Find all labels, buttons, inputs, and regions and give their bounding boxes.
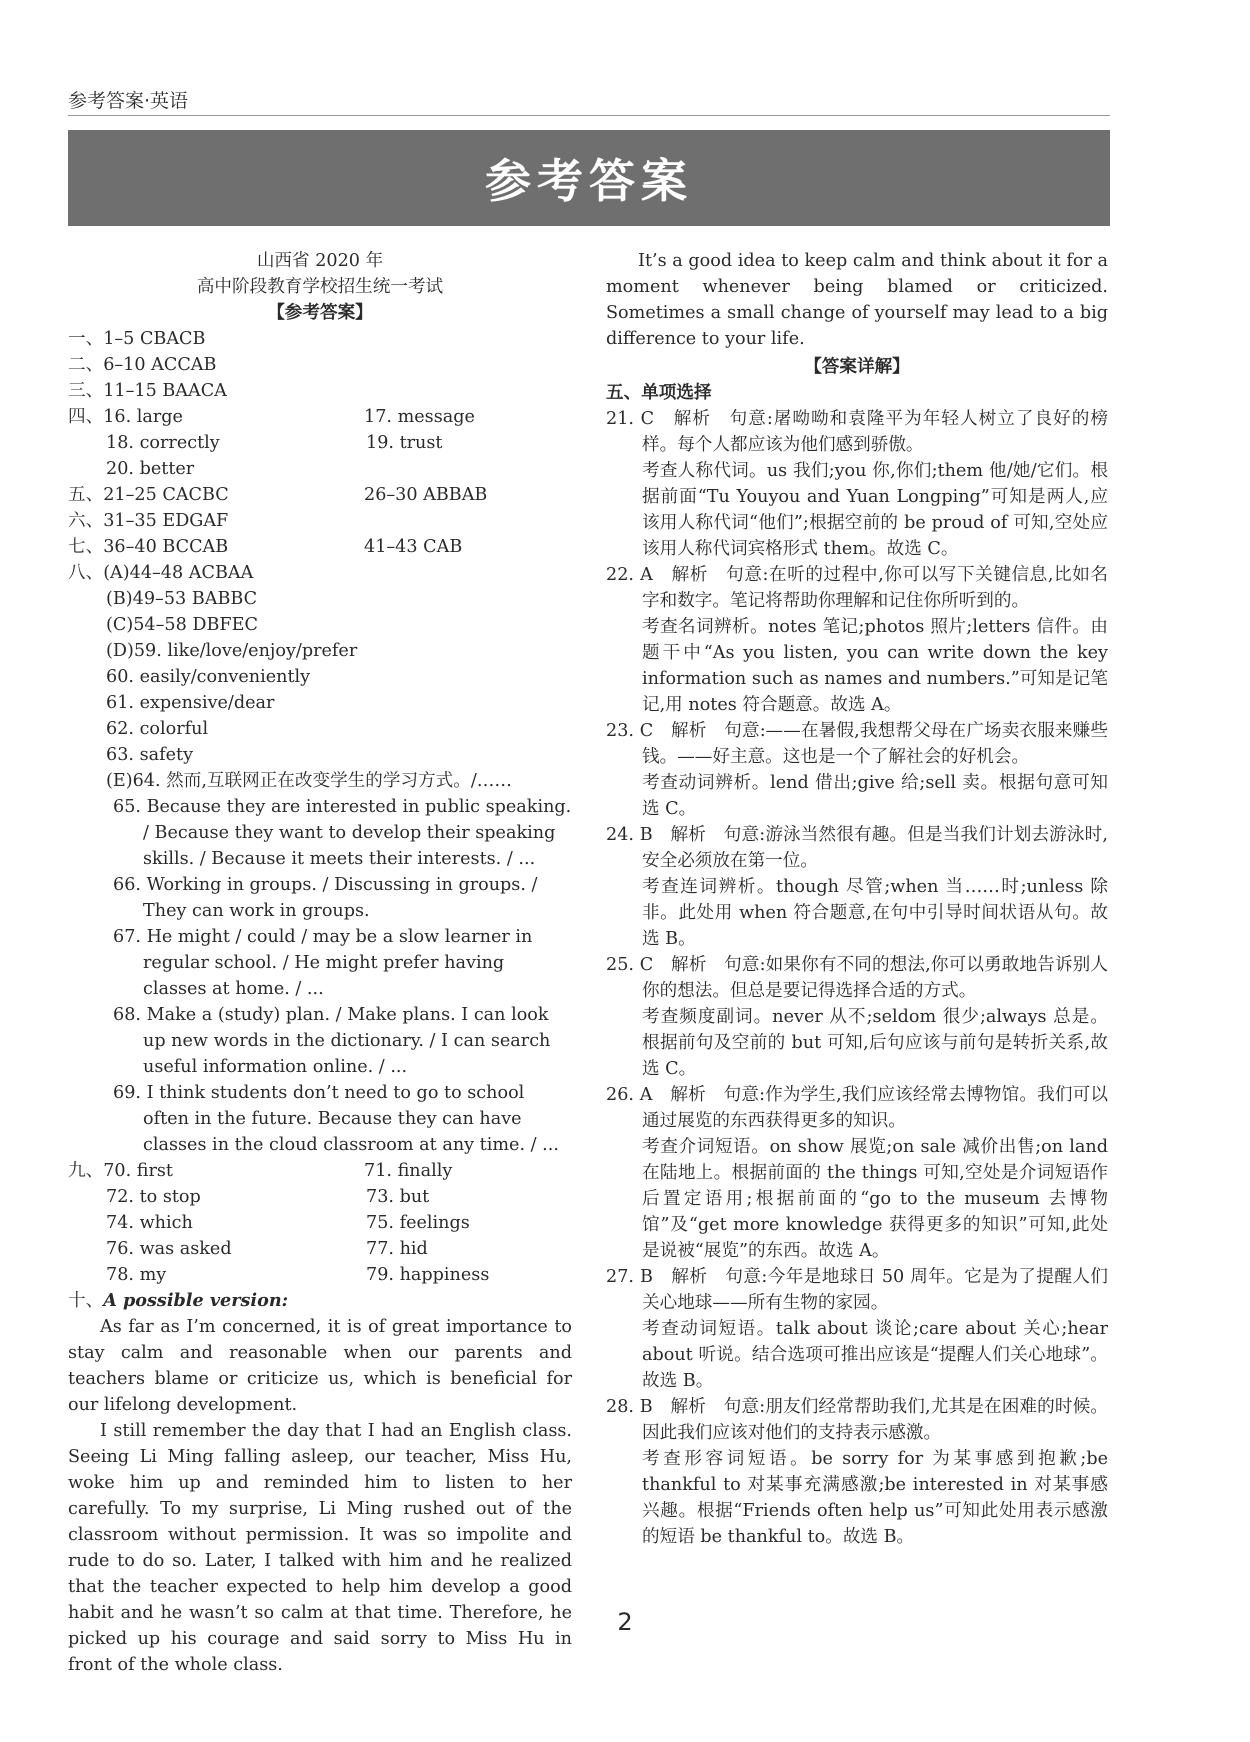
- explanation-item: [606, 1082, 1108, 1264]
- explanation-head: 21. C 解析 句意:屠呦呦和袁隆平为年轻人树立了良好的榜样。每个人都应该为他们感到骄傲。: [606, 409, 1108, 455]
- explanation-body: 考查动词短语。talk about 谈论;care about 关心;hear about 听说。结合选项可推出应该是“提醒人们关心地球”。故选 B。: [642, 1319, 1108, 1391]
- answer-cell: 78. my: [106, 1265, 167, 1285]
- explanation-item: [606, 822, 1108, 952]
- answer-paragraph: 65. Because they are interested in public speaking. / Because they want to develop their speaking skills. / Because it meets their interests. / ...: [113, 797, 572, 869]
- answer-line: 一、1–5 CBACB: [68, 329, 206, 349]
- answer-cell: 77. hid: [366, 1239, 428, 1259]
- answer-row: [68, 1184, 572, 1210]
- page-title: 参考答案: [485, 154, 693, 208]
- answer-paragraph: 66. Working in groups. / Discussing in groups. / They can work in groups.: [113, 875, 538, 921]
- answer-paragraph: 67. He might / could / may be a slow learner in regular school. / He might prefer having classes at home. / ...: [113, 927, 533, 999]
- answer-line: (D)59. like/love/enjoy/prefer: [106, 641, 358, 661]
- explanation-item: [606, 1394, 1108, 1550]
- exam-title-line2: 高中阶段教育学校招生统一考试: [196, 277, 444, 297]
- answer-cell: 九、70. first: [68, 1161, 174, 1181]
- explanation-item: [606, 718, 1108, 822]
- explanation-head: 26. A 解析 句意:作为学生,我们应该经常去博物馆。我们可以通过展览的东西获得更多的知识。: [606, 1085, 1108, 1131]
- answer-row: [68, 1236, 572, 1262]
- answer-cell: 17. message: [364, 407, 475, 427]
- answer-row: [68, 534, 572, 560]
- essay-heading: [68, 1288, 572, 1314]
- answer-cell: 72. to stop: [106, 1187, 201, 1207]
- explanation-head: 22. A 解析 句意:在听的过程中,你可以写下关键信息,比如名字和数字。笔记将帮助你理解和记住你所听到的。: [606, 565, 1108, 611]
- answer-line: 八、(A)44–48 ACBAA: [68, 563, 254, 583]
- answer-row: [68, 1158, 572, 1184]
- answer-row: [68, 404, 572, 430]
- explanation-body: 考查形容词短语。be sorry for 为某事感到抱歉;be thankful to 对某事充满感激;be interested in 对某事感兴趣。根据“Friends often help us”可知此处用表示感激的短语 be thankful to。故选 B。: [642, 1449, 1108, 1547]
- answer-line: 二、6–10 ACCAB: [68, 355, 217, 375]
- answer-cell: 18. correctly: [106, 433, 220, 453]
- explanation-body: 考查频度副词。never 从不;seldom 很少;always 总是。根据前句及空前的 but 可知,后句应该与前句是转折关系,故选 C。: [642, 1007, 1108, 1079]
- explanation-body: 考查名词辨析。notes 笔记;photos 照片;letters 信件。由题干中“As you listen, you can write down the key information such as names and numbers.”可知是记笔记,用 notes 符合题意。故选 A。: [642, 617, 1108, 715]
- essay-title: A possible version:: [103, 1290, 289, 1311]
- answer-cell: 19. trust: [366, 433, 443, 453]
- answer-line: 61. expensive/dear: [106, 693, 275, 713]
- answer-line: 62. colorful: [106, 719, 209, 739]
- answer-row: [68, 1210, 572, 1236]
- essay-paragraph: I still remember the day that I had an English class. Seeing Li Ming falling asleep, our teacher, Miss Hu, woke him up and reminded him to listen to her carefully. To my surprise, Li Ming rushed out of the classroom without permission. It was so impolite and rude to do so. Later, I talked with him and he realized that the teacher expected to help him develop a good habit and he wasn’t so calm at that time. Therefore, he picked up his courage and said sorry to Miss Hu in front of the whole class.: [68, 1421, 572, 1675]
- explanation-body: 考查动词辨析。lend 借出;give 给;sell 卖。根据句意可知选 C。: [642, 773, 1108, 819]
- title-banner: [68, 130, 1110, 226]
- answer-cell: 76. was asked: [106, 1239, 232, 1259]
- answer-cell: 四、16. large: [68, 407, 183, 427]
- answer-paragraph: 69. I think students don’t need to go to school often in the future. Because they can have classes in the cloud classroom at any time. / ...: [113, 1083, 559, 1155]
- answer-row: [68, 1262, 572, 1288]
- details-section-title: 五、单项选择: [606, 383, 712, 403]
- explanation-item: [606, 952, 1108, 1082]
- answer-cell: 75. feelings: [366, 1213, 470, 1233]
- answer-paragraph: 68. Make a (study) plan. / Make plans. I can look up new words in the dictionary. / I can search useful information online. / ...: [113, 1005, 551, 1077]
- answer-cell: 73. but: [366, 1187, 430, 1207]
- explanation-body: 考查介词短语。on show 展览;on sale 减价出售;on land 在陆地上。根据前面的 the things 可知,空处是介词短语作后置定语用;根据前面的“go to the museum 去博物馆”及“get more knowledge 获得更多的知识”可知,此处是说被“展览”的东西。故选 A。: [642, 1137, 1108, 1261]
- explanation-head: 24. B 解析 句意:游泳当然很有趣。但是当我们计划去游泳时,安全必须放在第一位。: [606, 825, 1108, 871]
- answer-cell: 41–43 CAB: [364, 537, 463, 557]
- explanation-item: [606, 562, 1108, 718]
- answer-cell: 74. which: [106, 1213, 193, 1233]
- answer-line: 三、11–15 BAACA: [68, 381, 227, 401]
- answer-cell: 71. finally: [364, 1161, 453, 1181]
- explanation-item: [606, 1264, 1108, 1394]
- explanation-head: 28. B 解析 句意:朋友们经常帮助我们,尤其是在困难的时候。因此我们应该对他们的支持表示感激。: [606, 1397, 1108, 1443]
- running-header: 参考答案·英语: [68, 90, 189, 112]
- answer-line: (B)49–53 BABBC: [106, 589, 258, 609]
- answer-row: [68, 430, 572, 456]
- essay-paragraph: As far as I’m concerned, it is of great importance to stay calm and reasonable when our parents and teachers blame or criticize us, which is beneficial for our lifelong development.: [68, 1317, 572, 1415]
- right-column: [606, 248, 1108, 1550]
- essay-paragraph: It’s a good idea to keep calm and think about it for a moment whenever being blamed or criticized. Sometimes a small change of yourself may lead to a big difference to your life.: [606, 251, 1108, 349]
- explanation-body: 考查人称代词。us 我们;you 你,你们;them 他/她/它们。根据前面“Tu Youyou and Yuan Longping”可知是两人,应该用人称代词“他们”;根据空前的 be proud of 可知,空处应该用人称代词宾格形式 them。故选 C。: [642, 461, 1108, 559]
- explanation-body: 考查连词辨析。though 尽管;when 当……时;unless 除非。此处用 when 符合题意,在句中引导时间状语从句。故选 B。: [642, 877, 1108, 949]
- exam-title-line1: 山西省 2020 年: [256, 251, 384, 271]
- answer-cell: 五、21–25 CACBC: [68, 485, 229, 505]
- page-number: 2: [617, 1608, 633, 1636]
- answer-line: 60. easily/conveniently: [106, 667, 311, 687]
- answer-line: 六、31–35 EDGAF: [68, 511, 229, 531]
- explanation-head: 23. C 解析 句意:——在暑假,我想帮父母在广场卖衣服来赚些钱。——好主意。这也是一个了解社会的好机会。: [606, 721, 1108, 767]
- answer-row: [68, 482, 572, 508]
- explanation-item: [606, 406, 1108, 562]
- explanation-head: 25. C 解析 句意:如果你有不同的想法,你可以勇敢地告诉别人你的想法。但总是要记得选择合适的方式。: [606, 955, 1108, 1001]
- answer-cell: 26–30 ABBAB: [364, 485, 488, 505]
- header-divider: [68, 115, 1110, 116]
- answers-heading: 【参考答案】: [267, 303, 373, 323]
- answer-cell: 七、36–40 BCCAB: [68, 537, 229, 557]
- explanation-head: 27. B 解析 句意:今年是地球日 50 周年。它是为了提醒人们关心地球——所有生物的家园。: [606, 1267, 1108, 1313]
- details-heading: 【答案详解】: [804, 357, 910, 377]
- answer-line: 20. better: [106, 459, 195, 479]
- answer-cell: 79. happiness: [366, 1265, 490, 1285]
- answer-line: (C)54–58 DBFEC: [106, 615, 258, 635]
- answer-line: 63. safety: [106, 745, 194, 765]
- answer-line: (E)64. 然而,互联网正在改变学生的学习方式。/……: [106, 771, 512, 791]
- essay-section-label: 十、: [68, 1291, 104, 1311]
- left-column: [68, 248, 572, 1678]
